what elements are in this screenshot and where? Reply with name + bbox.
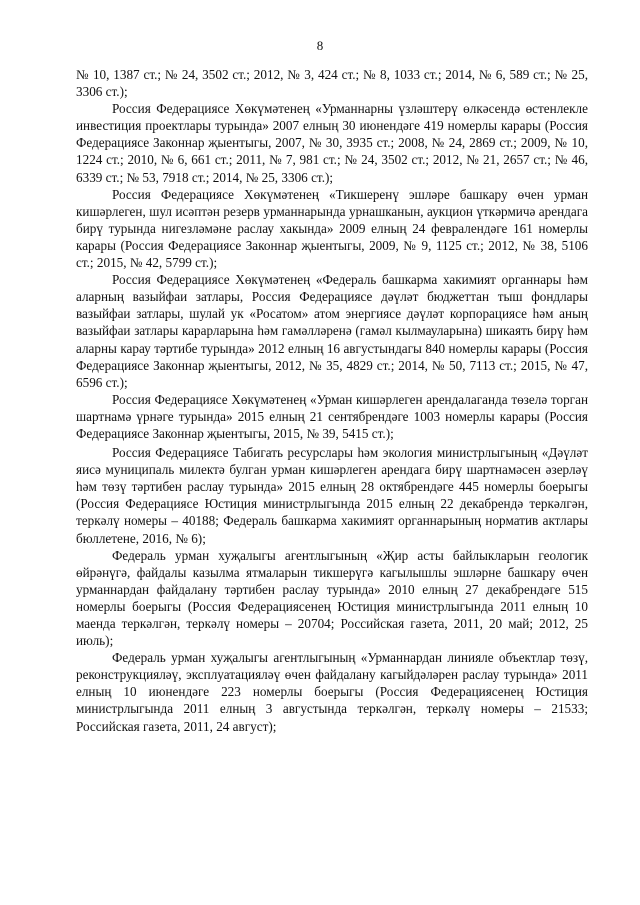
paragraph-resolution-161: Россия Федерациясе Хөкүмәтенең «Тикшеренү эшләре башкару өчен урман кишәрлеген, шул исәптән резерв урманнарында урнашканын, аукцион үткәрмичә арендага бирү турында нигезләмәне раслау хакында» 2009 елның 24 февралендәге 161 номерлы карары (Россия Федерациясе Законнар җыентыгы, 2009, № 9, 1125 ст.; 2012, № 38, 5106 ст.; 2015, № 42, 5799 ст.); [76,186,588,271]
paragraph-resolution-840: Россия Федерациясе Хөкүмәтенең «Федераль башкарма хакимият органнары һәм аларның вазыйфаи затлары, Россия Федерациясе дәүләт бюджеттан тыш фондлары вазыйфаи затлары, шулай ук «Росатом» атом энергиясе дәүләт корпорациясе һәм аның вазыйфаи затлары карарларына һәм гамәлләренә (гамәл кылмауларына) шикаять бирү һәм аларны карау тәртибе турында» 2012 елның 16 августындагы 840 номерлы карары (Россия Федерациясе Законнар җыентыгы, 2012, № 35, 4829 ст.; 2014, № 50, 7113 ст.; 2015, № 47, 6596 ст.); [76,272,588,390]
paragraph-continuation: № 10, 1387 ст.; № 24, 3502 ст.; 2012, № 3, 424 ст.; № 8, 1033 ст.; 2014, № 6, 589 ст.; № 25, 3306 ст.); [76,67,588,100]
page-number: 8 [316,38,324,53]
paragraph-resolution-419: Россия Федерациясе Хөкүмәтенең «Урманнарны үзләштерү өлкәсендә өстенлекле инвестиция проектлары турында» 2007 елның 30 июнендәге 419 номерлы карары (Россия Федерациясе Законнар җыентыгы, 2007, № 30, 3935 ст.; 2008, № 24, 2869 ст.; 2009, № 10, 1224 ст.; 2010, № 6, 661 ст.; 2011, № 7, 981 ст.; № 24, 3502 ст.; 2012, № 21, 2657 ст.; № 46, 6339 ст.; № 53, 7918 ст.; 2014, № 25, 3306 ст.); [76,101,588,185]
paragraph-order-515: Федераль урман хуҗалыгы агентлыгының «Җир асты байлыкларын геологик өйрәнүгә, файдалы казылма ятмаларын тикшерүгә кагылышлы эшләрне башкару өчен урманнардан файдалану тәртибен раслау турында» 2010 елның 27 декабрендәге 515 номерлы боерыгы (Россия Федерациясенең Юстиция министрлыгында 2011 елның 10 маенда теркәлгән, теркәлү номеры – 20704; Российская газета, 2011, 20 май; 2012, 25 июль); [76,547,588,649]
paragraph-order-445: Россия Федерациясе Табигать ресурслары һәм экология министрлыгының «Дәүләт яисә муниципаль милектә булган урман кишәрлеген арендага бирү шартнамәсен әзерләү һәм төзү тәртибен раслау турында» 2015 елның 28 октябрендәге 445 номерлы боерыгы (Россия Федерациясе Юстиция министрлыгында 2015 елның 22 декабрендә теркәлгән, теркәлү номеры – 40188; Федераль башкарма хакимият органнарының норматив актлары бюллетене, 2016, № 6); [76,445,588,546]
document-body [76,66,588,735]
paragraph-resolution-1003: Россия Федерациясе Хөкүмәтенең «Урман кишәрлеген арендалаганда төзелә торган шартнамә үрнәге турында» 2015 елның 21 сентябрендәге 1003 номерлы карары (Россия Федерациясе Законнар җыентыгы, 2015, № 39, 5415 ст.); [76,391,588,441]
paragraph-order-223: Федераль урман хуҗалыгы агентлыгының «Урманнардан линияле объектлар төзү, реконструкцияләү, эксплуатацияләү өчен файдалану кагыйдәләрен раслау турында» 2011 елның 10 июнендәге 223 номерлы боерыгы (Россия Федерациясенең Юстиция министрлыгында 2011 елның 3 августында теркәлгән, теркәлү номеры – 21533; Российская газета, 2011, 24 август); [76,650,588,734]
